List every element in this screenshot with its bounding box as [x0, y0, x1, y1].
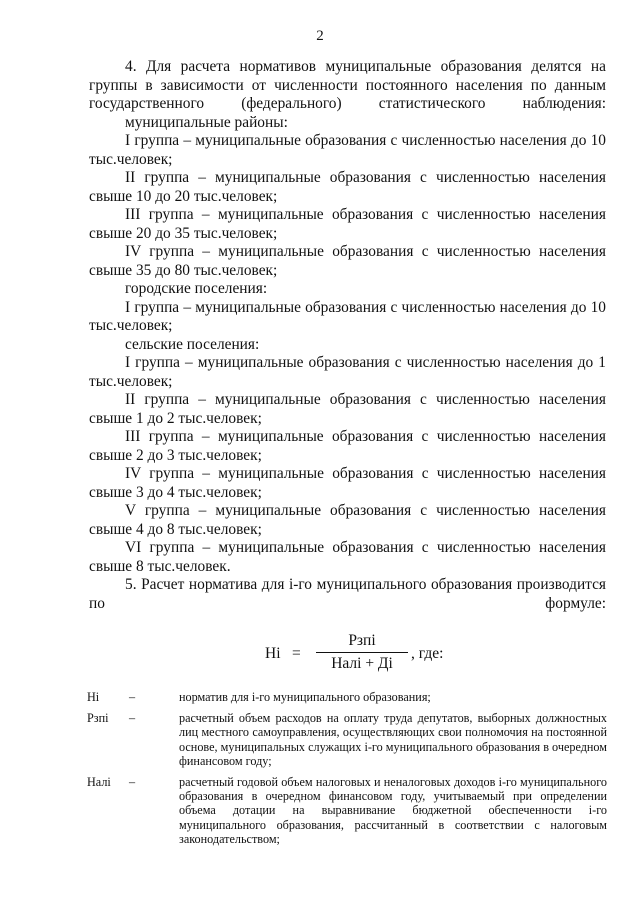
district-group-1: I группа – муниципальные образования с численностью населения до 10 тыс.человек;	[89, 132, 606, 168]
district-group-4: IV группа – муниципальные образования с численностью населения свыше 35 до 80 тыс.человек;	[89, 243, 606, 279]
heading-urban-settlements: городские поселения:	[125, 280, 268, 297]
heading-municipal-districts: муниципальные районы:	[125, 113, 288, 131]
document-body	[89, 58, 606, 613]
page-number: 2	[316, 28, 324, 44]
heading-rural-settlements: сельские поселения:	[125, 335, 260, 353]
rural-group-5: V группа – муниципальные образования с численностью населения свыше 4 до 8 тыс.человек;	[89, 502, 606, 538]
district-group-3: III группа – муниципальные образования с численностью населения свыше 20 до 35 тыс.человек;	[89, 206, 606, 242]
definition-dash: –	[129, 690, 136, 704]
district-group-2: II группа – муниципальные образования с численностью населения свыше 10 до 20 тыс.человек;	[89, 169, 606, 205]
definition-text: норматив для i-го муниципального образования;	[179, 690, 431, 704]
definitions-list	[87, 690, 607, 853]
paragraph-5-intro: 5. Расчет норматива для i-го муниципального образования производится по формуле:	[89, 576, 606, 612]
definition-text: расчетный годовой объем налоговых и неналоговых доходов i-го муниципального образования в очередном финансовом году, учитываемый при определении объема дотации на выравнивание бюджетной обеспеченности i-го муниципального образования, рассчитанный в соответствии с налоговым законодательством;	[179, 775, 607, 846]
rural-group-1: I группа – муниципальные образования с численностью населения до 1 тыс.человек;	[89, 354, 606, 390]
rural-group-4: IV группа – муниципальные образования с численностью населения свыше 3 до 4 тыс.человек;	[89, 465, 606, 501]
formula-tail: , где:	[411, 645, 444, 662]
definition-item	[87, 690, 607, 704]
definition-item	[87, 711, 607, 768]
urban-group-1: I группа – муниципальные образования с численностью населения до 10 тыс.человек;	[89, 298, 606, 334]
formula-denominator: Налi + Дi	[331, 655, 393, 672]
definition-symbol: Нi	[87, 690, 100, 704]
paragraph-4-intro: 4. Для расчета нормативов муниципальные образования делятся на группы в зависимости от численности постоянного населения по данным государственного (федерального) статистического наблюдения:	[89, 58, 606, 112]
formula-fraction	[316, 632, 408, 673]
formula-equals: =	[292, 645, 301, 662]
definition-dash: –	[129, 775, 136, 790]
definition-symbol: Налi	[87, 775, 111, 790]
definition-dash: –	[129, 711, 136, 726]
rural-group-6: VI группа – муниципальные образования с численностью населения свыше 8 тыс.человек.	[89, 539, 606, 575]
definition-item	[87, 775, 607, 846]
formula-lhs: Нi	[265, 645, 281, 662]
rural-group-3: III группа – муниципальные образования с численностью населения свыше 2 до 3 тыс.человек;	[89, 428, 606, 464]
rural-group-2: II группа – муниципальные образования с численностью населения свыше 1 до 2 тыс.человек;	[89, 391, 606, 427]
formula-numerator: Рзпi	[316, 632, 408, 653]
definition-text: расчетный объем расходов на оплату труда депутатов, выборных должностных лиц местного самоуправления, осуществляющих свои полномочия на постоянной основе, муниципальных служащих i-го муниципального образования в очередном финансовом году;	[179, 711, 607, 768]
norm-formula	[0, 632, 640, 676]
definition-symbol: Рзпi	[87, 711, 109, 726]
